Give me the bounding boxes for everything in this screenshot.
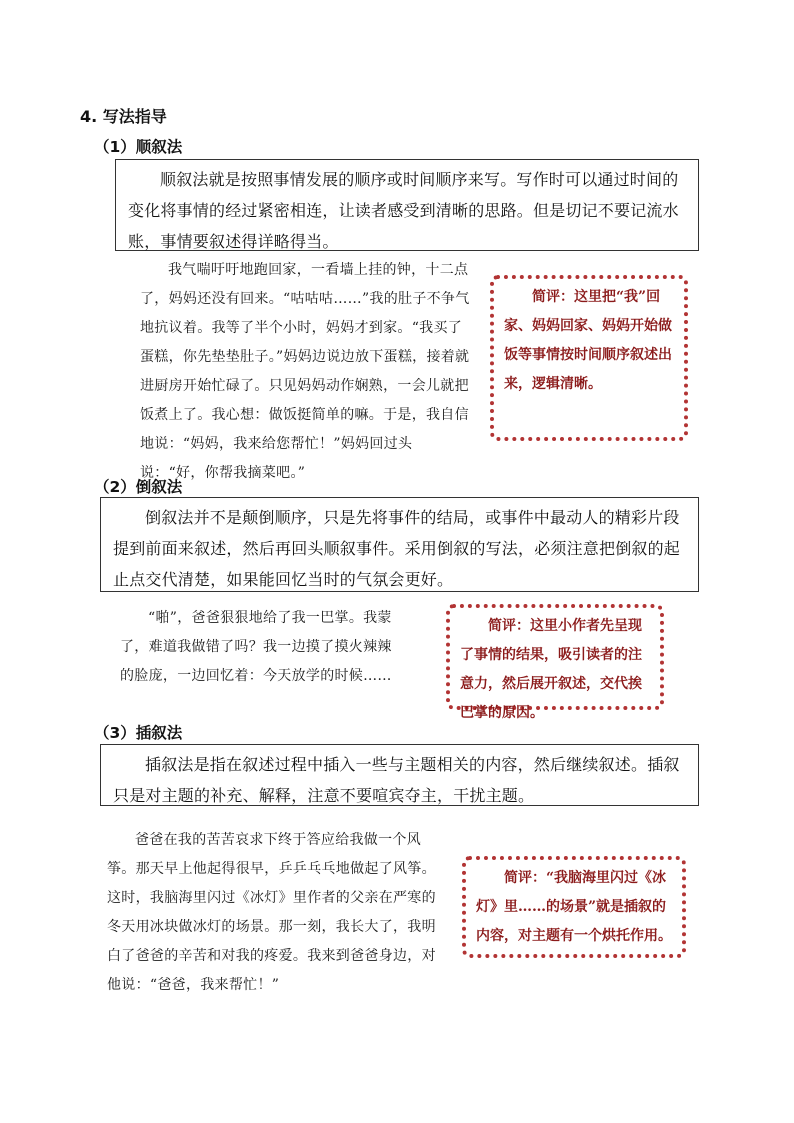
- section-title: 4. 写法指导: [80, 107, 167, 126]
- comment-box-flashback: 简评：这里小作者先呈现了事情的结果，吸引读者的注意力，然后展开叙述，交代挨巴掌的原因。: [446, 604, 664, 710]
- example-interpolation: 爸爸在我的苦苦哀求下终于答应给我做一个风筝。那天早上他起得很早，乒乒乓乓地做起了风筝。这时，我脑海里闪过《冰灯》里作者的父亲在严寒的冬天用冰块做冰灯的场景。那一刻，我长大了，我明白了爸爸的辛苦和对我的疼爱。我来到爸爸身边，对他说：“爸爸，我来帮忙！”: [107, 832, 436, 993]
- example-sequential: 我气喘吁吁地跑回家，一看墙上挂的钟，十二点了，妈妈还没有回来。“咕咕咕……”我的肚子不争气地抗议着。我等了半个小时，妈妈才到家。“我买了蛋糕，你先垫垫肚子。”妈妈边说边放下蛋糕，接着就进厨房开始忙碌了。只见妈妈动作娴熟，一会儿就把饭煮上了。我心想：做饭挺简单的嘛。于是，我自信地说：“妈妈，我来给您帮忙！”妈妈回过头说：“好，你帮我摘菜吧。”: [140, 262, 470, 481]
- definition-box-flashback: 倒叙法并不是颠倒顺序，只是先将事件的结局，或事件中最动人的精彩片段提到前面来叙述，然后再回头顺叙事件。采用倒叙的写法，必须注意把倒叙的起止点交代清楚，如果能回忆当时的气氛会更好。: [100, 497, 699, 592]
- example-flashback: “啪”，爸爸狠狠地给了我一巴掌。我蒙了，难道我做错了吗？我一边摸了摸火辣辣的脸庞，一边回忆着：今天放学的时候……: [120, 610, 392, 684]
- definition-box-interpolation: 插叙法是指在叙述过程中插入一些与主题相关的内容，然后继续叙述。插叙只是对主题的补充、解释，注意不要喧宾夺主，干扰主题。: [100, 744, 699, 806]
- comment-box-sequential: 简评：这里把“我”回家、妈妈回家、妈妈开始做饭等事情按时间顺序叙述出来，逻辑清晰。: [490, 275, 688, 441]
- heading-flashback: （2）倒叙法: [94, 478, 183, 496]
- heading-interpolation: （3）插叙法: [94, 724, 183, 742]
- definition-box-sequential: 顺叙法就是按照事情发展的顺序或时间顺序来写。写作时可以通过时间的变化将事情的经过紧密相连，让读者感受到清晰的思路。但是切记不要记流水账，事情要叙述得详略得当。: [115, 159, 699, 251]
- heading-sequential: （1）顺叙法: [94, 138, 183, 156]
- comment-box-interpolation: 简评：“我脑海里闪过《冰灯》里……的场景”就是插叙的内容，对主题有一个烘托作用。: [462, 856, 686, 958]
